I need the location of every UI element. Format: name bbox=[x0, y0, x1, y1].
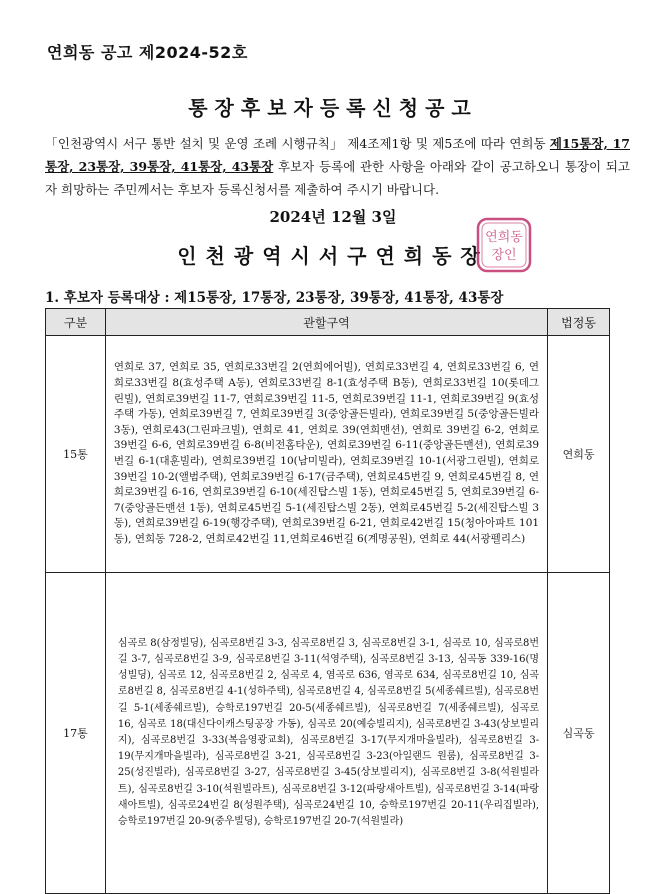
row-area: 연희로 37, 연희로 35, 연희로33번길 2(연희에어빌), 연희로33번길 4, 연희로33번길 6, 연희로33번길 8(효성주택 A동), 연희로33번길 8-1(효성주택 B동), 연희로33번길 10(롯데그린빌), 연희로39번길 11-7, 연희로39번길 11-5, 연희로39번길 11-1, 연희로39번길 9(효성주택 가동), 연희로39번길 7, 연희로39번길 3(중앙골든빌라), 연희로39번길 5(중앙골든빌라 3동), 연희로43(그린파크빌), 연희로 41, 연희로 39(연희맨션), 연희로 39번길 6-2, 연희로39번길 6-6, 연희로39번길 6-8(비전홈타운), 연희로39번길 6-11(중앙골든맨션), 연희로39번길 6-1(대훈빌라), 연희로39번길 10(남미빌라), 연희로39번길 10-1(서광그린빌), 연희로39번길 10-2(앨범주택), 연희로39번길 6-17(금주택), 연희로45번길 9, 연희로45번길 8, 연희로39번길 6-16, 연희로39번길 6-10(세진탑스빌 1동), 연희로45번길 5, 연희로39번길 6-7(중앙골든맨션 1동), 연희로45번길 5-1(세진탑스빌 2동), 연희로45번길 5-2(세진탑스빌 3동), 연희로39번길 6-19(행강주택), 연희로39번길 6-21, 연희로42번길 15(청아아파트 101동), 연희동 728-2, 연희로42번길 11,연희로46번길 6(계명공원), 연희로 44(서광펠리스) bbox=[105, 336, 547, 573]
header-area: 관할구역 bbox=[105, 309, 547, 336]
official-seal bbox=[476, 217, 532, 273]
svg-text:장인: 장인 bbox=[491, 248, 517, 263]
row-gu: 15통 bbox=[46, 336, 106, 573]
intro-targets: 제15통장, 17통장, 23통장, 39통장, 41통장, 43통장 bbox=[45, 136, 630, 174]
header-gu: 구분 bbox=[46, 309, 106, 336]
issuer-name: 인천광역시서구연희동장 bbox=[177, 244, 489, 268]
row-gu: 17통 bbox=[46, 573, 106, 894]
table-row bbox=[46, 336, 610, 573]
row-area: 심곡로 8(삼정빌딩), 심곡로8번길 3-3, 심곡로8번길 3, 심곡로8번길 3-1, 심곡로 10, 심곡로8번길 3-7, 심곡로8번길 3-9, 심곡로8번길 3-11(석영주택), 심곡로8번길 3-13, 심곡동 339-16(명성빌딩), 심곡로 12, 심곡로8번길 2, 심곡로 4, 염곡로 636, 염곡로 634, 심곡로8번길 10, 심곡로8번길 8, 심곡로8번길 4-1(성하주택), 심곡로8번길 4, 심곡로8번길 5(세종쉐르빌), 심곡로8번길 5-1(세종쉐르빌), 승학로197번길 20-5(세종쉐르빌), 심곡로8번길 7(세종쉐르빌), 심곡로 16, 심곡로 18(대신다이캐스팅공장 가동), 심곡로 20(예승빌리지), 심곡로8번길 3-43(상보빌리지), 심곡로8번길 3-33(복음영광교회), 심곡로8번길 3-17(무지개마을빌라), 심곡로8번길 3-19(무지개마을빌라), 심곡로8번길 3-21, 심곡로8번길 3-23(아일랜드 원룸), 심곡로8번길 3-25(성진빌라), 심곡로8번길 3-27, 심곡로8번길 3-45(상보빌리지), 심곡로8번길 3-8(석원빌라트), 심곡로8번길 3-10(석원빌라트), 심곡로8번길 3-12(파랑새아트빌), 심곡로8번길 3-14(파랑새아트빌), 심곡로24번길 8(성원주택), 심곡로24번길 10, 승학로197번길 20-11(우리집빌라), 승학로197번길 20-9(중우빌딩), 승학로197번길 20-7(석원빌라) bbox=[105, 573, 547, 894]
page-title: 통장후보자등록신청공고 bbox=[188, 96, 478, 120]
notice-number: 연희동 공고 제2024-52호 bbox=[47, 43, 248, 62]
intro-text-1: 「인천광역시 서구 통반 설치 및 운영 조례 시행규칙」 제4조제1항 및 제5조에 따라 연희동 bbox=[45, 136, 550, 151]
intro-paragraph bbox=[45, 132, 630, 201]
notice-date: 2024년 12월 3일 bbox=[269, 208, 397, 226]
svg-text:연희동: 연희동 bbox=[485, 230, 523, 245]
section-heading-1: 1. 후보자 등록대상 : 제15통장, 17통장, 23통장, 39통장, 41통장, 43통장 bbox=[45, 290, 504, 306]
intro-text-2: 후보자 등록에 관한 사항을 아래와 같이 공고하오니 통장이 되고자 희망하는 주민께서는 후보자 등록신청서를 제출하여 주시기 바랍니다. bbox=[45, 159, 630, 197]
district-table bbox=[45, 308, 610, 894]
row-dong: 연희동 bbox=[548, 336, 610, 573]
table-header-row bbox=[46, 309, 610, 336]
row-dong: 심곡동 bbox=[548, 573, 610, 894]
table-row bbox=[46, 573, 610, 894]
header-dong: 법정동 bbox=[548, 309, 610, 336]
